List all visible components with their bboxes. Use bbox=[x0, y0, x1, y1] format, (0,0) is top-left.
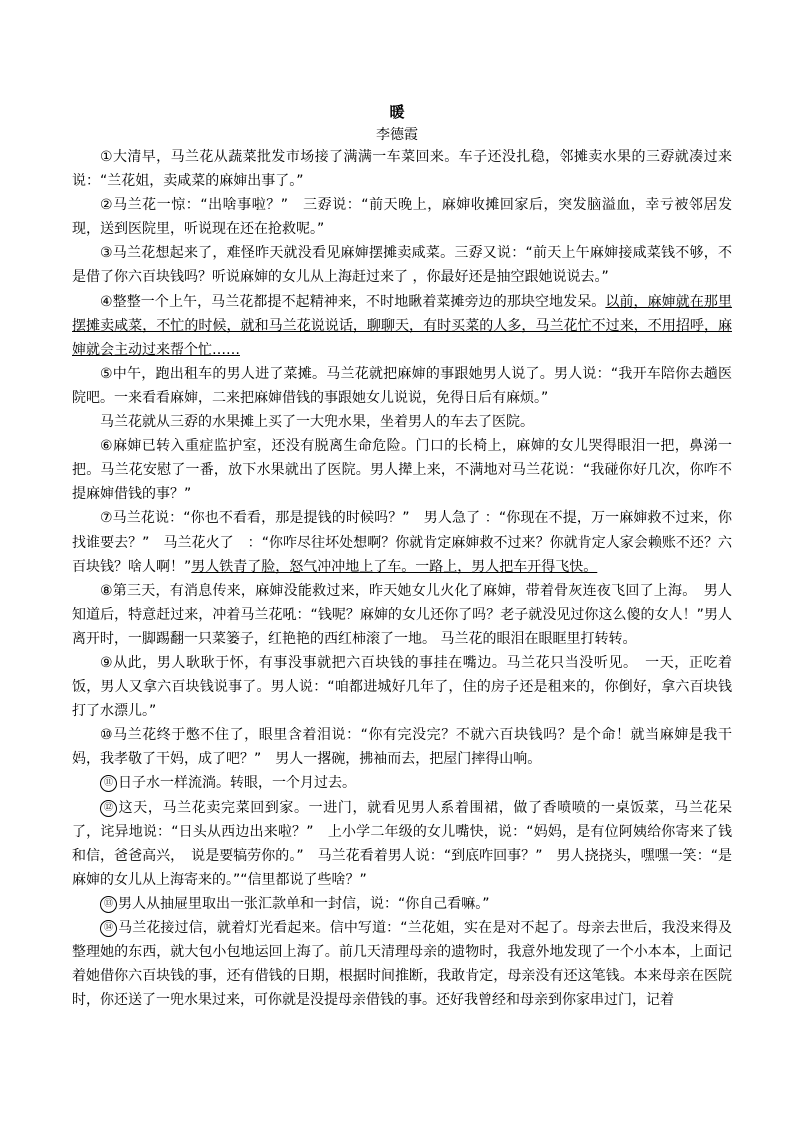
paragraph-12-text: 这天，马兰花卖完菜回到家。一进门，就看见男人系着围裙，做了香喷喷的一桌饭菜，马兰花呆了，诧异地说：“日头从西边出来啦？” 上小学二年级的女儿嘴快，说：“妈妈，是有位阿姨给你寄来了钱和信，爸爸高兴， 说是要犒劳你的。” 马兰花看着男人说：“到底咋回事？” 男人挠挠头，嘿嘿一笑：“是麻婶的女儿从上海寄来的。”“信里都说了些啥？” bbox=[72, 799, 732, 888]
paragraph-4 bbox=[72, 290, 732, 362]
article-author: 李德霞 bbox=[376, 127, 418, 143]
paragraph-5b: 马兰花就从三孬的水果摊上买了一大兜水果，坐着男人的车去了医院。 bbox=[100, 414, 534, 431]
paragraph-7-underlined: 男人铁青了脸，怒气冲冲地上了车。一路上，男人把车开得飞快。 bbox=[191, 558, 598, 575]
article-body bbox=[72, 145, 732, 1012]
paragraph-12 bbox=[72, 796, 732, 892]
paragraph-number-14: ⑭ bbox=[100, 920, 117, 937]
paragraph-10: ⑩马兰花终于憋不住了，眼里含着泪说：“你有完没完？不就六百块钱吗？是个命！就当麻婶是我干妈，我孝敬了干妈，成了吧？” 男人一撂碗，拂袖而去，把屋门摔得山响。 bbox=[72, 727, 732, 768]
paragraph-13-text: 男人从抽屉里取出一张汇款单和一封信，说：“你自己看嘛。” bbox=[118, 895, 490, 912]
paragraph-7-text: ⑦马兰花说：“你也不看看，那是提钱的时候吗？” 男人急了 ：“你现在不提，万一麻婶救不过来，你找谁要去？” 马兰花火了 ：“你咋尽往坏处想啊？你就肯定麻婶救不过来？你就肯定人家会赖账不还？六百块钱？啥人啊！” bbox=[72, 510, 732, 575]
paragraph-8: ⑧第三天，有消息传来，麻婶没能救过来，昨天她女儿火化了麻婶，带着骨灰连夜飞回了上海。 男人知道后，特意赶过来，冲着马兰花吼：“钱呢？麻婶的女儿还你了吗？老子就没见过你这么傻的女人！”男人离开时，一脚踢翻一只菜篓子，红艳艳的西红柿滚了一地。 马兰花的眼泪在眼眶里打转转。 bbox=[72, 582, 732, 647]
paragraph-2: ②马兰花一惊：“出啥事啦？” 三孬说：“前天晚上，麻婶收摊回家后，突发脑溢血，幸亏被邻居发现，送到医院里，听说现在还在抢救呢。” bbox=[72, 197, 732, 238]
paragraph-4-text: ④整整一个上午，马兰花都提不起精神来，不时地瞅着菜摊旁边的那块空地发呆。 bbox=[100, 293, 606, 310]
paragraph-number-12: ⑫ bbox=[100, 800, 117, 817]
article-title: 暖 bbox=[389, 103, 405, 121]
paragraph-4-underlined: 以前，麻婶就在那里摆摊卖咸菜，不忙的时候，就和马兰花说说话，聊聊天，有时买菜的人多，马兰花忙不过来，不用招呼，麻婶就会主动过来帮个忙…… bbox=[72, 293, 732, 358]
paragraph-7 bbox=[72, 506, 732, 578]
paragraph-1: ①大清早，马兰花从蔬菜批发市场接了满满一车菜回来。车子还没扎稳，邻摊卖水果的三孬就凑过来说：“兰花姐，卖咸菜的麻婶出事了。” bbox=[72, 149, 732, 190]
paragraph-14-text: 马兰花接过信，就着灯光看起来。信中写道：“兰花姐，实在是对不起了。母亲去世后，我没来得及整理她的东西，就大包小包地运回上海了。前几天清理母亲的遗物时，我意外地发现了一个小本本，上面记着她借你六百块钱的事，还有借钱的日期，根据时间推断，我敢肯定，母亲没有还这笔钱。本来母亲在医院时，你还送了一兜水果过来，可你就是没提母亲借钱的事。还好我曾经和母亲到你家串过门，记着 bbox=[72, 920, 732, 1009]
paragraph-11 bbox=[72, 771, 732, 795]
paragraph-number-13: ⑬ bbox=[100, 896, 117, 913]
paragraph-14 bbox=[72, 916, 732, 1012]
paragraph-3: ③马兰花想起来了，难怪昨天就没看见麻婶摆摊卖咸菜。三孬又说：“前天上午麻婶接咸菜钱不够，不是借了你六百块钱吗？听说麻婶的女儿从上海赶过来了 ，你最好还是抽空跟她说说去。” bbox=[72, 245, 732, 286]
paragraph-number-11: ⑪ bbox=[100, 775, 117, 792]
paragraph-6: ⑥麻婶已转入重症监护室，还没有脱离生命危险。门口的长椅上，麻婶的女儿哭得眼泪一把，鼻涕一把。马兰花安慰了一番，放下水果就出了医院。男人撵上来，不满地对马兰花说：“我碰你好几次，你咋不提麻婶借钱的事？” bbox=[72, 438, 732, 503]
paragraph-13 bbox=[72, 892, 732, 916]
paragraph-5: ⑤中午，跑出租车的男人进了菜摊。马兰花就把麻婶的事跟她男人说了。男人说：“我开车陪你去趟医院吧。一来看看麻婶，二来把麻婶借钱的事跟她女儿说说，免得日后有麻烦。” bbox=[72, 365, 732, 406]
paragraph-9: ⑨从此，男人耿耿于怀，有事没事就把六百块钱的事挂在嘴边。马兰花只当没听见。 一天，正吃着饭，男人又拿六百块钱说事了。男人说：“咱都进城好几年了，住的房子还是租来的，你倒好，拿六百块钱打了水漂儿。” bbox=[72, 654, 732, 720]
paragraph-11-text: 日子水一样流淌。转眼，一个月过去。 bbox=[118, 775, 356, 792]
